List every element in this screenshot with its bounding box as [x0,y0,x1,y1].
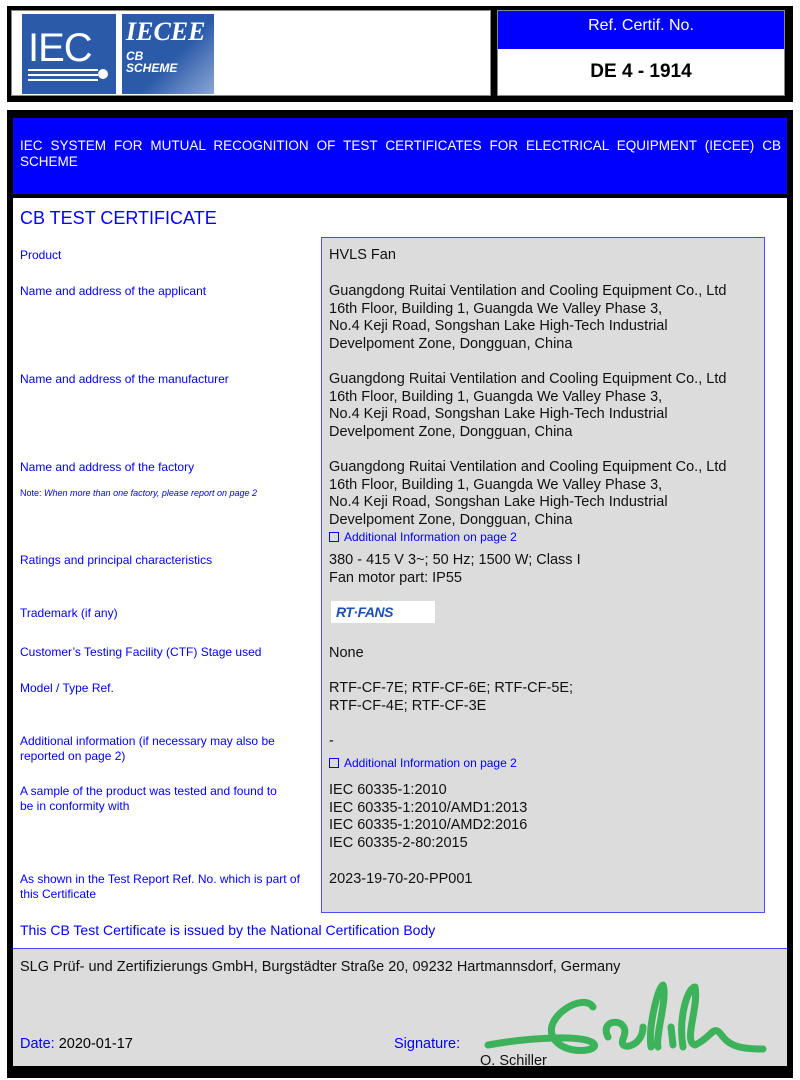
checkbox-icon [329,758,339,768]
factory-additional-checkbox: Additional Information on page 2 [329,529,726,547]
label-applicant: Name and address of the applicant [20,284,207,298]
ncb-footer [13,948,787,1069]
issued-by: This CB Test Certificate is issued by the National Certification Body [20,922,436,938]
additional-info-checkbox: Additional Information on page 2 [329,755,517,773]
value-additional: - Additional Information on page 2 [329,733,517,772]
value-model: RTF-CF-7E; RTF-CF-6E; RTF-CF-5E; RTF-CF-4E; RTF-CF-3E [329,680,574,714]
scheme-banner: IEC SYSTEM FOR MUTUAL RECOGNITION OF TEST CERTIFICATES FOR ELECTRICAL EQUIPMENT (IECEE) CB SCHEME [13,118,787,194]
value-manufacturer: Guangdong Ruitai Ventilation and Cooling Equipment Co., Ltd 16th Floor, Building 1, Guangda We Valley Phase 3, No.4 Keji Road, Songshan Lake High-Tech Industrial Develpoment Zone, Dongguan, China [329,371,727,440]
factory-note: Note: When more than one factory, please report on page 2 [20,488,257,498]
value-product: HVLS Fan [329,247,396,263]
value-report: 2023-19-70-20-PP001 [329,871,473,887]
value-factory: Guangdong Ruitai Ventilation and Cooling Equipment Co., Ltd 16th Floor, Building 1, Guangda We Valley Phase 3, No.4 Keji Road, Songshan Lake High-Tech Industrial Develpoment Zone, Dongguan, China Additional Information on page 2 [329,459,726,547]
certificate-body [7,110,793,1078]
label-additional: Additional information (if necessary may also be reported on page 2) [20,734,275,763]
ref-number: DE 4 - 1914 [590,61,692,82]
signatory-name: O. Schiller [480,1053,547,1069]
ncb-address: SLG Prüf- und Zertifizierungs GmbH, Burgstädter Straße 20, 09232 Hartmannsdorf, Germany [20,959,621,975]
date: Date: 2020-01-17 [20,1036,133,1052]
label-ctf: Customer’s Testing Facility (CTF) Stage used [20,645,262,659]
label-manufacturer: Name and address of the manufacturer [20,372,229,386]
signature-label: Signature: [394,1036,461,1052]
checkbox-icon [329,532,339,542]
trademark-logo: RT·FANS [331,601,435,623]
label-factory: Name and address of the factory [20,460,195,474]
value-ctf: None [329,645,364,661]
certificate-title: CB TEST CERTIFICATE [20,208,217,228]
certificate-header [7,6,793,102]
logo-area [11,10,491,96]
value-standards: IEC 60335-1:2010 IEC 60335-1:2010/AMD1:2013 IEC 60335-1:2010/AMD2:2016 IEC 60335-2-80:2015 [329,782,528,851]
label-sample: A sample of the product was tested and found to be in conformity with [20,784,277,813]
label-ratings: Ratings and principal characteristics [20,553,213,567]
iecee-cb-scheme-logo: IECEE CB SCHEME [122,14,214,94]
iec-logo: IEC [22,14,116,94]
value-ratings: 380 - 415 V 3~; 50 Hz; 1500 W; Class I Fan motor part: IP55 [329,552,581,586]
value-applicant: Guangdong Ruitai Ventilation and Cooling Equipment Co., Ltd 16th Floor, Building 1, Guangda We Valley Phase 3, No.4 Keji Road, Songshan Lake High-Tech Industrial Develpoment Zone, Dongguan, China [329,283,727,352]
label-trademark: Trademark (if any) [20,606,118,620]
reference-box [497,10,785,96]
label-report: As shown in the Test Report Ref. No. which is part of this Certificate [20,872,300,901]
ref-label: Ref. Certif. No. [498,11,784,49]
label-product: Product [20,248,62,262]
label-model: Model / Type Ref. [20,681,114,695]
